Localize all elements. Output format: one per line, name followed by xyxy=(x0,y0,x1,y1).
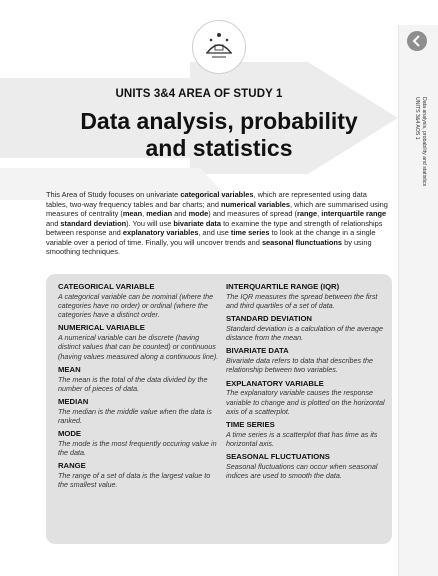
side-tab-title: Data analysis, probability and statistics xyxy=(421,97,427,187)
glossary-entry xyxy=(58,461,220,489)
glossary-definition: A categorical variable can be nominal (where the categories have no order) or ordinal (where the categories have a distinct order. xyxy=(58,291,214,320)
glossary-term: INTERQUARTILE RANGE (IQR) xyxy=(226,282,340,291)
glossary-term: MEDIAN xyxy=(58,397,89,407)
glossary-definition: The IQR measures the spread between the first and third quartiles of a set of data. xyxy=(226,291,378,310)
glossary-entry xyxy=(58,282,220,319)
intro-key-term: bivariate data xyxy=(173,218,222,228)
page-title-line-1: Data analysis, probability xyxy=(80,108,358,134)
glossary-definition: The range of a set of data is the largest value to the smallest value. xyxy=(58,471,211,490)
intro-text: , which are represented using data tables, two-way frequency tables and bar charts; and xyxy=(46,190,367,209)
glossary-entry xyxy=(58,323,220,360)
glossary-term: RANGE xyxy=(58,461,86,471)
glossary-panel xyxy=(46,274,392,544)
glossary-term: EXPLANATORY VARIABLE xyxy=(226,378,324,388)
glossary-entry xyxy=(58,397,220,425)
intro-text: This Area of Study focuses on univariate xyxy=(46,190,181,200)
glossary-definition: The explanatory variable causes the response variable to change and is plotted on the horizontal axis of a scatterplot. xyxy=(226,388,385,416)
unit-heading: UNITS 3&4 AREA OF STUDY 1 xyxy=(115,88,283,100)
glossary-definition: Seasonal fluctuations can occur when seasonal indices are used to smooth the data. xyxy=(226,462,378,481)
intro-text: ) and measures of spread ( xyxy=(208,209,298,219)
glossary-definition: The mode is the most frequently occuring value in the data. xyxy=(58,439,217,458)
glossary-term: SEASONAL FLUCTUATIONS xyxy=(226,452,330,462)
glossary-term: NUMERICAL VARIABLE xyxy=(58,323,145,333)
glossary-entry xyxy=(226,314,386,342)
glossary-definition: Bivariate data refers to data that describes the relationship between two variables. xyxy=(226,356,374,375)
glossary-definition: The mean is the total of the data divided by the number of pieces of data. xyxy=(58,374,208,393)
glossary-definition: Standard deviation is a calculation of the average distance from the mean. xyxy=(226,324,384,343)
intro-text: and xyxy=(46,218,61,228)
page-title-line-2: and statistics xyxy=(145,135,293,161)
glossary-term: STANDARD DEVIATION xyxy=(226,314,312,324)
glossary-term: MODE xyxy=(58,429,82,439)
glossary-right-column xyxy=(226,282,386,484)
intro-text: , xyxy=(142,209,147,219)
glossary-entry xyxy=(226,379,386,416)
intro-key-term: standard deviation xyxy=(60,218,127,228)
glossary-entry xyxy=(58,365,220,393)
glossary-term: CATEGORICAL VARIABLE xyxy=(58,282,155,291)
intro-key-term: explanatory variables xyxy=(122,228,199,238)
intro-key-term: mean xyxy=(122,209,143,219)
side-tab-unit: UNITS 3&4 AOS 1 xyxy=(414,97,420,140)
glossary-term: MEAN xyxy=(58,364,81,374)
intro-key-term: categorical variables xyxy=(180,190,254,200)
glossary-left-column xyxy=(58,282,220,494)
glossary-entry xyxy=(226,346,386,374)
intro-key-term: range xyxy=(297,209,318,219)
glossary-term: TIME SERIES xyxy=(226,420,275,430)
intro-text: by using smoothing techniques. xyxy=(46,237,372,257)
intro-paragraph xyxy=(46,190,388,257)
intro-key-term: mode xyxy=(188,209,209,219)
intro-key-term: seasonal flunctuations xyxy=(261,237,343,247)
chevron-left-icon[interactable] xyxy=(407,31,427,51)
glossary-entry xyxy=(58,429,220,457)
intro-text: , and use xyxy=(198,228,231,238)
glossary-definition: The median is the middle value when the data is ranked. xyxy=(58,406,212,426)
intro-key-term: time series xyxy=(230,228,270,238)
glossary-entry xyxy=(226,452,386,480)
intro-key-term: numerical variables xyxy=(221,199,291,209)
intro-text: and xyxy=(172,209,189,219)
glossary-term: BIVARIATE DATA xyxy=(226,346,289,356)
intro-text: to look at the change in a single variable over a period of time. Finally, you will uncover trends and xyxy=(46,228,376,247)
intro-key-term: median xyxy=(146,209,173,219)
intro-text: , xyxy=(317,209,322,219)
intro-key-term: interquartile range xyxy=(321,209,387,219)
glossary-entry xyxy=(226,282,386,310)
page-title xyxy=(0,108,438,162)
intro-text: to examine the type and strength of relationships between response and xyxy=(46,218,383,238)
statistics-emblem-icon xyxy=(192,20,246,74)
intro-text: ). You will use xyxy=(126,218,174,228)
glossary-definition: A time series is a scatterplot that has time as its horizontal axis. xyxy=(226,429,378,449)
glossary-entry xyxy=(226,420,386,448)
intro-text: , which are summarised using measures of centrality ( xyxy=(46,199,388,219)
glossary-definition: A numerical variable can be discrete (having distinct values that can be counted) or continuous (having values measured along a continuous line). xyxy=(58,333,219,361)
